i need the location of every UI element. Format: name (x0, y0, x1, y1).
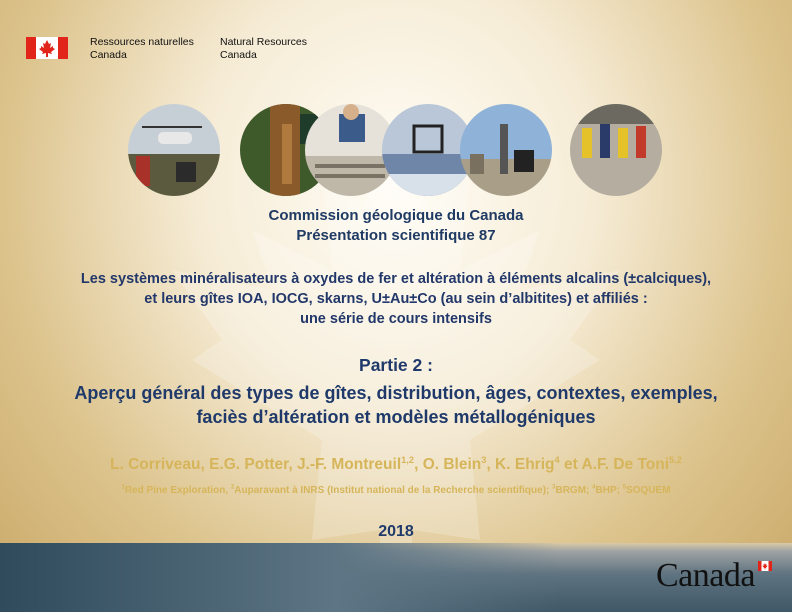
affiliation-3: BRGM; (555, 485, 593, 496)
affiliation-list (0, 484, 792, 497)
organization-name: Commission géologique du Canada (268, 207, 524, 224)
affiliation-2: Auparavant à INRS (Institut national de la Recherche scientifique); (234, 485, 553, 496)
affiliation-1-marker: 1 (121, 484, 125, 491)
course-title-line1: Les systèmes minéralisateurs à oxydes de fer et altération à éléments alcalins (±calciques), (80, 271, 712, 287)
publication-year: 2018 (378, 523, 414, 540)
department-name-en (220, 36, 307, 62)
author-list (0, 455, 792, 475)
canada-wordmark: Canada (656, 557, 755, 594)
footer-gradient (0, 543, 560, 612)
author-ehrig: , K. Ehrig (486, 456, 555, 473)
department-fr-line2: Canada (90, 49, 127, 61)
government-header (0, 0, 792, 82)
canada-flag-icon (26, 37, 68, 59)
course-title-line2: et leurs gîtes IOA, IOCG, skarns, U±Au±Co (au sein d’albitites) et affiliés : (144, 291, 648, 307)
course-title (0, 269, 792, 329)
photo-helicopter-fieldwork (128, 104, 220, 196)
photo-field-group (570, 104, 662, 196)
affiliation-5: SOQUEM (626, 485, 671, 496)
author-de-toni-affiliation: 5,2 (669, 454, 682, 465)
department-name-fr (90, 36, 194, 62)
author-group-1: L. Corriveau, E.G. Potter, J.-F. Montreuil (110, 456, 402, 473)
part-subtitle-line2: faciès d’altération et modèles métallogéniques (196, 407, 596, 427)
affiliation-4: BHP; (595, 485, 623, 496)
author-blein-affiliation: 3 (481, 454, 487, 465)
presentation-number: Présentation scientifique 87 (296, 227, 496, 244)
author-de-toni: et A.F. De Toni (559, 456, 670, 473)
department-en-line2: Canada (220, 49, 257, 61)
wordmark-flag-icon (758, 561, 772, 571)
part-label: Partie 2 : (359, 355, 433, 375)
part-subtitle-line1: Aperçu général des types de gîtes, distribution, âges, contextes, exemples, (74, 383, 718, 403)
author-blein: , O. Blein (414, 456, 482, 473)
department-en-line1: Natural Resources (220, 36, 307, 48)
author-group-1-affiliation: 1,2 (401, 454, 415, 465)
part-subtitle (0, 381, 792, 429)
organization-block (0, 206, 792, 246)
affiliation-4-marker: 4 (592, 484, 596, 491)
photo-strip (0, 104, 792, 196)
course-title-line3: une série de cours intensifs (300, 311, 492, 327)
affiliation-5-marker: 5 (622, 484, 627, 491)
author-ehrig-affiliation: 4 (554, 454, 560, 465)
affiliation-2-marker: 2 (230, 484, 235, 491)
affiliation-1: Red Pine Exploration, (124, 485, 231, 496)
affiliation-3-marker: 3 (552, 484, 556, 491)
department-fr-line1: Ressources naturelles (90, 36, 194, 48)
photo-drill-site (460, 104, 552, 196)
